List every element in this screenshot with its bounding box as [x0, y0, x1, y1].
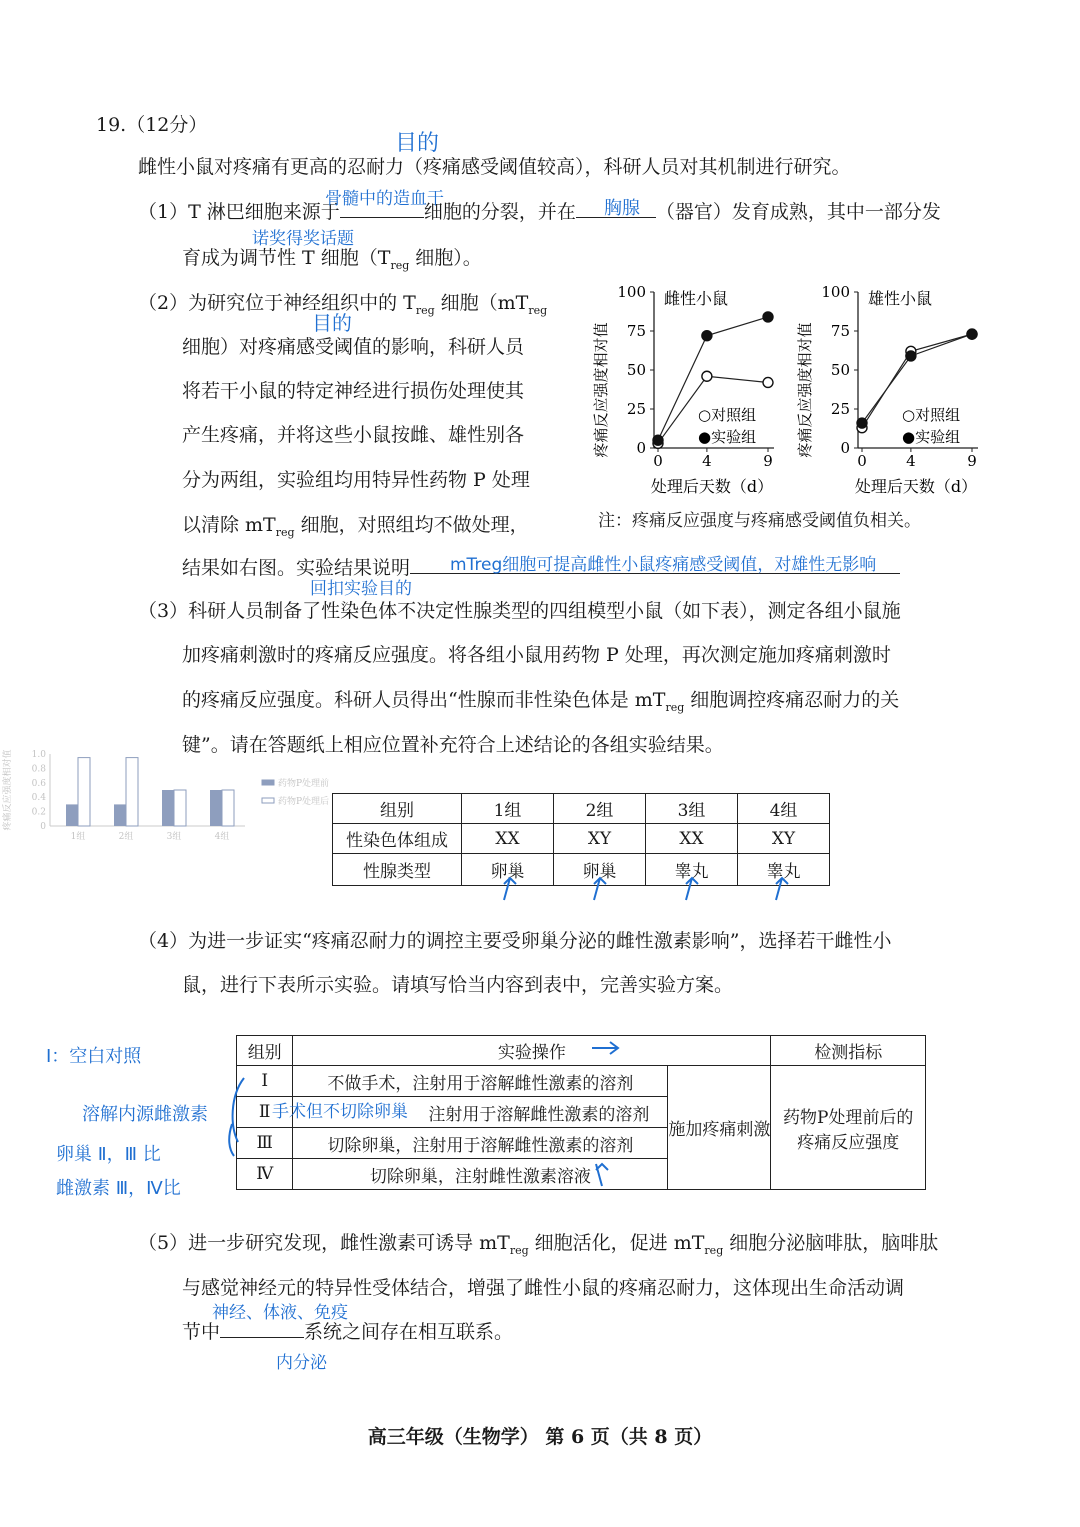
bar-before-0 [66, 804, 78, 826]
part3-line2: 加疼痛刺激时的疼痛反应强度。将各组小鼠用药物 P 处理，再次测定施加疼痛刺激时 [182, 644, 891, 666]
t3-head-0: 组别 [333, 794, 462, 824]
bar-after-0 [78, 758, 90, 826]
x-tick-label-1: 9 [967, 452, 977, 470]
t3-head-2: 2组 [554, 794, 646, 824]
t4-row4-id: Ⅳ [237, 1159, 293, 1190]
hw-thymus: 胸腺 [604, 198, 640, 219]
y-tick-label-1: 25 [830, 400, 850, 418]
bar-y-tick-label: 0.8 [31, 764, 46, 775]
hw-arrows-table3 [490, 860, 810, 905]
legend-0-0: ○对照组 [698, 406, 757, 424]
t3-r1-4: XY [738, 824, 830, 854]
t3-r1-3: XX [646, 824, 738, 854]
bar-before-3 [210, 790, 222, 826]
t4-index: 药物P处理前后的疼痛反应强度 [771, 1066, 926, 1190]
y-tick-label-1: 0 [840, 439, 850, 457]
x-tick-label-0: 0 [653, 452, 663, 470]
part5-line3: 节中 系统之间存在相互联系。 [182, 1321, 514, 1343]
data-point-0-0-2 [763, 377, 773, 387]
x-tick-label-1: 0 [857, 452, 867, 470]
bar-category-label-1: 2组 [118, 832, 134, 842]
t3-head-3: 3组 [646, 794, 738, 824]
data-point-1-1-0 [857, 418, 867, 428]
bar-legend-swatch-0 [262, 780, 274, 785]
question-number: 19.（12分） [96, 114, 208, 136]
part2-line7: 结果如右图。实验结果说明 [182, 553, 900, 580]
hw-endocrine: 内分泌 [276, 1353, 327, 1373]
t3-head-1: 1组 [462, 794, 554, 824]
y-axis-label-1: 疼痛反应强度相对值 [796, 322, 814, 458]
bar-legend-label-0: 药物P处理前 [278, 779, 330, 789]
t4-row3-id: Ⅲ [237, 1128, 293, 1159]
hw-systems: 神经、体液、免疫 [212, 1303, 348, 1323]
chart-title-0: 雌性小鼠 [664, 289, 729, 308]
part2-line3: 将若干小鼠的特定神经进行损伤处理使其 [182, 380, 525, 402]
hw-purpose-2: 目的 [312, 311, 352, 335]
bar-category-label-2: 3组 [166, 832, 182, 842]
t4-row2-id: Ⅱ [237, 1097, 293, 1128]
hw-estrogen-compare: 雌激素 Ⅲ，Ⅳ比 [56, 1178, 181, 1199]
x-axis-label-1: 处理后天数（d） [854, 477, 978, 496]
line-charts [592, 278, 996, 508]
bar-after-1 [126, 758, 138, 826]
t4-row4-op: 切除卵巢，注射雌性激素溶液 [293, 1159, 668, 1190]
hw-dissolve: 溶解内源雌激素 [82, 1104, 208, 1125]
part2-line2: 细胞）对疼痛感受阈值的影响，科研人员 [182, 336, 525, 358]
x-axis-label-0: 处理后天数（d） [650, 477, 774, 496]
part5-line1: （5）进一步研究发现，雌性激素可诱导 $mT_{reg}$ 细胞活化，促进 $mT_{reg}$ 细胞分泌脑啡肽，脑啡肽 [138, 1232, 939, 1257]
blank-1a[interactable] [340, 217, 424, 218]
blank-5[interactable] [220, 1337, 304, 1338]
t4-row1-id: Ⅰ [237, 1066, 293, 1097]
t3-r2-0: 性腺类型 [333, 854, 462, 886]
y-tick-label-0: 50 [626, 361, 646, 379]
t3-r1-1: XX [462, 824, 554, 854]
hw-review-purpose: 回扣实验目的 [310, 579, 412, 599]
hw-answer-2: mTreg细胞可提高雌性小鼠疼痛感受阈值，对雄性无影响 [450, 555, 877, 575]
bar-chart [0, 748, 360, 848]
hw-blank-control: Ⅰ：空白对照 [46, 1046, 142, 1067]
bar-legend-swatch-1 [262, 798, 274, 803]
y-tick-label-0: 100 [617, 283, 646, 301]
legend-0-1: ●实验组 [698, 428, 757, 446]
part2-line5: 分为两组，实验组均用特异性药物 P 处理 [182, 469, 530, 491]
part1-line1: （1）T 淋巴细胞来源于 细胞的分裂，并在 （器官）发育成熟，其中一部分发 [138, 201, 941, 223]
part4-line2: 鼠，进行下表所示实验。请填写恰当内容到表中，完善实验方案。 [182, 974, 734, 996]
hw-purpose-1: 目的 [395, 131, 440, 156]
part2-line4: 产生疼痛，并将这些小鼠按雌、雄性别各 [182, 424, 525, 446]
legend-1-1: ●实验组 [902, 428, 961, 446]
x-tick-label-1: 4 [906, 452, 916, 470]
bar-before-1 [114, 804, 126, 826]
t3-r2-1: 卵巢 [462, 854, 554, 886]
bar-after-2 [174, 790, 186, 826]
hw-bone-marrow: 骨髓中的造血干 [325, 189, 444, 209]
line-charts-svg [592, 278, 996, 508]
data-point-1-1-2 [967, 329, 977, 339]
bar-y-tick-label: 0.2 [31, 807, 46, 818]
t4-head-index: 检测指标 [771, 1036, 926, 1066]
t4-row2-op: 注射用于溶解雌性激素的溶剂 [293, 1097, 668, 1128]
bar-after-3 [222, 790, 234, 826]
part3-line4: 键”。请在答题纸上相应位置补充符合上述结论的各组实验结果。 [182, 734, 724, 756]
part5-line2: 与感觉神经元的特异性受体结合，增强了雌性小鼠的疼痛忍耐力，这体现出生命活动调 [182, 1277, 905, 1299]
y-tick-label-1: 50 [830, 361, 850, 379]
page-footer: 高三年级（生物学） 第 6 页（共 8 页） [367, 1426, 713, 1448]
y-tick-label-0: 75 [626, 322, 646, 340]
data-point-1-1-1 [906, 351, 916, 361]
hw-marks-table4 [220, 1036, 680, 1196]
data-point-0-1-1 [702, 331, 712, 341]
part2-line6: 以清除 $mT_{reg}$ 细胞，对照组均不做处理， [182, 514, 529, 539]
bar-y-tick-label: 0.4 [31, 793, 46, 804]
t3-r2-3: 睾丸 [646, 854, 738, 886]
y-axis-label-0: 疼痛反应强度相对值 [592, 322, 610, 458]
legend-1-0: ○对照组 [902, 406, 961, 424]
part2-line1: （2）为研究位于神经组织中的 $T_{reg}$ 细胞（$mT_{reg}$ [138, 292, 548, 317]
t3-r2-4: 睾丸 [738, 854, 830, 886]
y-tick-label-0: 25 [626, 400, 646, 418]
hw-ovary-compare: 卵巢 Ⅱ，Ⅲ 比 [56, 1144, 161, 1165]
y-tick-label-1: 100 [821, 283, 850, 301]
bar-before-2 [162, 790, 174, 826]
t4-stim: 施加疼痛刺激 [668, 1066, 771, 1190]
y-tick-label-0: 0 [636, 439, 646, 457]
intro-text: 雌性小鼠对疼痛有更高的忍耐力（疼痛感受阈值较高），科研人员对其机制进行研究。 [138, 156, 851, 178]
bar-category-label-3: 4组 [214, 832, 230, 842]
t4-head-group: 组别 [237, 1036, 293, 1066]
x-tick-label-0: 9 [763, 452, 773, 470]
part3-line3: 的疼痛反应强度。科研人员得出“性腺而非性染色体是 $mT_{reg}$ 细胞调控疼痛忍耐力的关 [182, 689, 900, 714]
hw-op-2: 手术但不切除卵巢 [272, 1102, 408, 1122]
part4-line1: （4）为进一步证实“疼痛忍耐力的调控主要受卵巢分泌的雌性激素影响”，选择若干雌性小 [138, 930, 892, 952]
t4-row3-op: 切除卵巢，注射用于溶解雌性激素的溶剂 [293, 1128, 668, 1159]
t3-r1-0: 性染色体组成 [333, 824, 462, 854]
bar-legend-label-1: 药物P处理后 [278, 797, 330, 807]
t3-r1-2: XY [554, 824, 646, 854]
t3-r2-2: 卵巢 [554, 854, 646, 886]
part3-line1: （3）科研人员制备了性染色体不决定性腺类型的四组模型小鼠（如下表），测定各组小鼠施 [138, 600, 901, 622]
hw-nobel-topic: 诺奖得奖话题 [252, 229, 354, 249]
t4-head-op: 实验操作 [293, 1036, 771, 1066]
chart-note: 注：疼痛反应强度与疼痛感受阈值负相关。 [598, 511, 921, 531]
part1-line2: 育成为调节性 T 细胞（$T_{reg}$ 细胞）。 [182, 247, 482, 272]
bar-category-label-0: 1组 [70, 832, 86, 842]
bar-y-tick-label: 0.6 [31, 778, 46, 789]
data-point-0-0-1 [702, 371, 712, 381]
t3-head-4: 4组 [738, 794, 830, 824]
data-point-0-1-0 [653, 435, 663, 445]
t4-row1-op: 不做手术，注射用于溶解雌性激素的溶剂 [293, 1066, 668, 1097]
y-tick-label-1: 75 [830, 322, 850, 340]
bar-y-tick-label: 0 [40, 822, 46, 832]
x-tick-label-0: 4 [702, 452, 712, 470]
chart-title-1: 雄性小鼠 [868, 289, 933, 308]
bar-chart-svg [0, 748, 360, 848]
data-point-0-1-2 [763, 312, 773, 322]
bar-y-axis-label: 疼痛反应强度相对值 [3, 749, 13, 831]
bar-y-tick-label: 1.0 [31, 750, 46, 760]
